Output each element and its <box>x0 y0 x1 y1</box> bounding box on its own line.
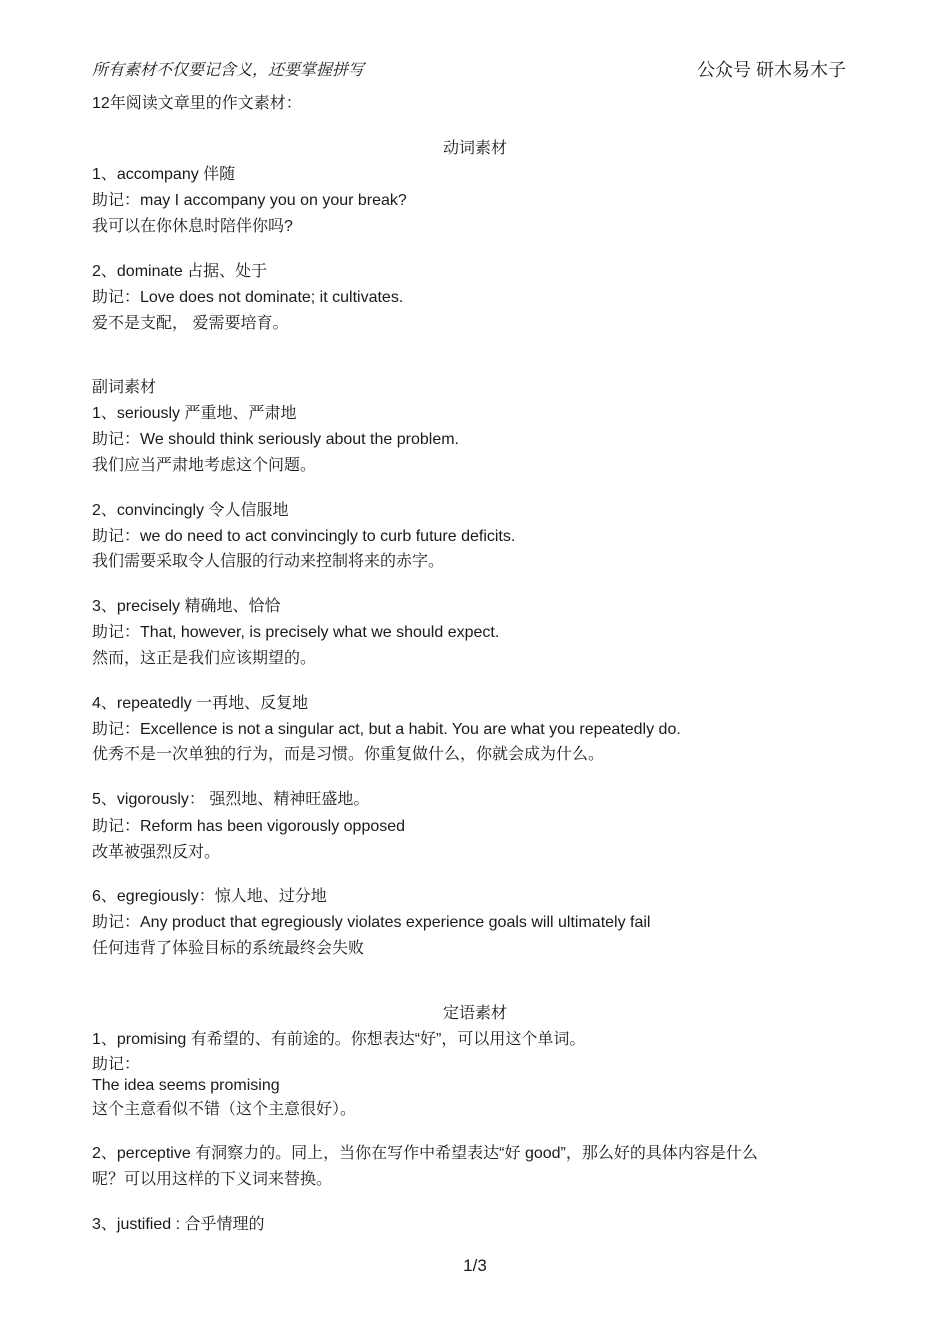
header-note: 所有素材不仅要记含义，还要掌握拼写 <box>92 60 365 79</box>
adverb-2-translation: 我们需要采取令人信服的行动来控制将来的赤字。 <box>92 553 445 570</box>
section-title-attributives: 定语素材 <box>442 1005 507 1022</box>
adverb-6-head: 6、egregiously：惊人地、过分地 <box>92 888 327 905</box>
attributive-2-line-1: 2、perceptive 有洞察力的。同上，当你在写作中希望表达“好 good”，那么好的具体内容是什么 <box>92 1145 758 1162</box>
header-wechat-account: 公众号 研木易木子 <box>697 60 847 80</box>
adverb-1-memo: 助记：We should think seriously about the problem. <box>92 431 459 448</box>
adverb-3-translation: 然而，这正是我们应该期望的。 <box>92 650 317 667</box>
adverb-4-translation: 优秀不是一次单独的行为，而是习惯。你重复做什么，你就会成为什么。 <box>92 746 605 763</box>
adverb-3-head: 3、precisely 精确地、恰恰 <box>92 598 281 615</box>
adverb-5-head: 5、vigorously： 强烈地、精神旺盛地。 <box>92 791 370 808</box>
attributive-1-memo: 助记： <box>92 1056 141 1073</box>
adverb-6-translation: 任何违背了体验目标的系统最终会失败 <box>92 940 365 957</box>
attributive-1-head: 1、promising 有希望的、有前途的。你想表达“好”，可以用这个单词。 <box>92 1031 586 1048</box>
verb-1-head: 1、accompany 伴随 <box>92 166 236 183</box>
verb-1-memo: 助记：may I accompany you on your break? <box>92 192 407 209</box>
intro-line: 12年阅读文章里的作文素材： <box>92 95 302 112</box>
verb-2-translation: 爱不是支配， 爱需要培育。 <box>92 315 289 332</box>
adverb-2-memo: 助记：we do need to act convincingly to curb future deficits. <box>92 528 516 545</box>
adverb-6-memo: 助记：Any product that egregiously violates experience goals will ultimately fail <box>92 914 651 931</box>
adverb-3-memo: 助记：That, however, is precisely what we should expect. <box>92 624 500 641</box>
adverb-2-head: 2、convincingly 令人信服地 <box>92 502 289 519</box>
attributive-1-example: The idea seems promising <box>92 1077 280 1094</box>
attributive-3-head: 3、justified : 合乎情理的 <box>92 1216 265 1233</box>
adverb-4-head: 4、repeatedly 一再地、反复地 <box>92 695 309 712</box>
adverb-5-translation: 改革被强烈反对。 <box>92 844 221 861</box>
adverb-4-memo: 助记：Excellence is not a singular act, but a habit. You are what you repeatedly do. <box>92 721 681 738</box>
verb-2-head: 2、dominate 占据、处于 <box>92 263 268 280</box>
attributive-1-translation: 这个主意看似不错（这个主意很好）。 <box>92 1101 357 1118</box>
adverb-5-memo: 助记：Reform has been vigorously opposed <box>92 818 406 835</box>
verb-2-memo: 助记：Love does not dominate; it cultivates. <box>92 289 404 306</box>
page-number: 1/3 <box>463 1256 487 1275</box>
verb-1-translation: 我可以在你休息时陪伴你吗? <box>92 218 293 235</box>
attributive-2-line-2: 呢？可以用这样的下义词来替换。 <box>92 1171 333 1188</box>
adverb-1-translation: 我们应当严肃地考虑这个问题。 <box>92 457 317 474</box>
section-title-verbs: 动词素材 <box>442 140 507 157</box>
section-title-adverbs: 副词素材 <box>92 379 157 396</box>
adverb-1-head: 1、seriously 严重地、严肃地 <box>92 405 297 422</box>
